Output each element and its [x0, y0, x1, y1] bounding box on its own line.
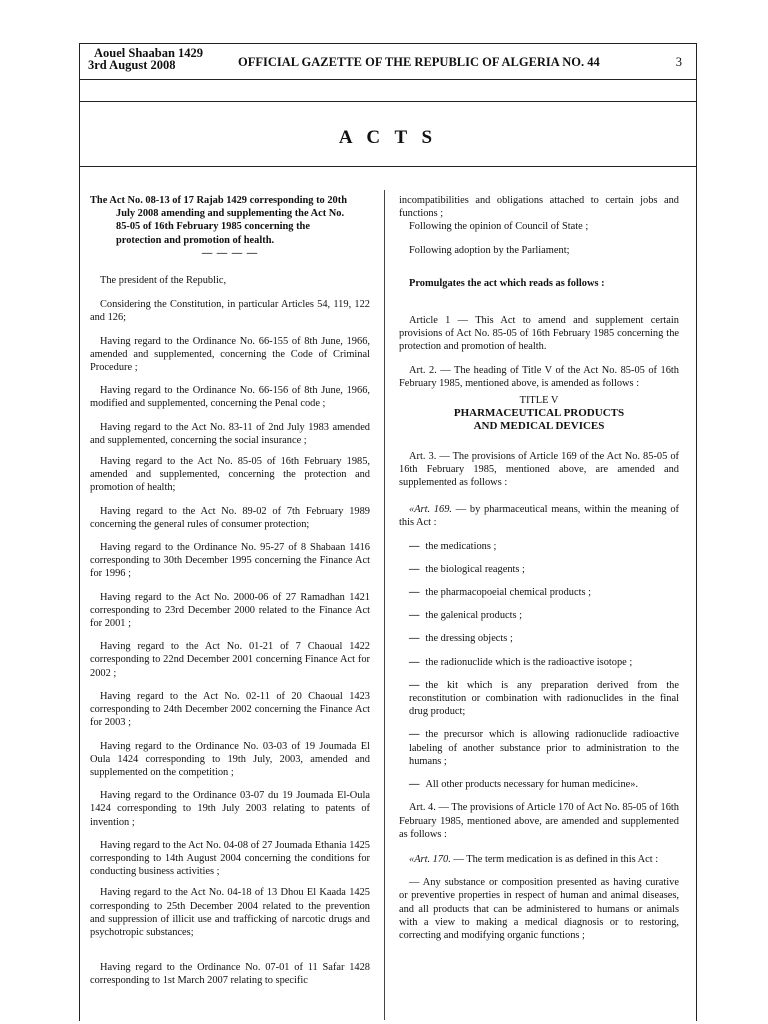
- gazette-header: [79, 43, 697, 80]
- list-item-text: the galenical products ;: [425, 610, 523, 622]
- paragraph: Having regard to the Ordinance No. 95-27 of 8 Shabaan 1416 corresponding to 30th December 1995 concerning the Finance Act for 1996 ;: [90, 542, 370, 580]
- dash-bullet: —: [409, 540, 420, 552]
- paragraph: Having regard to the Ordinance No. 66-155 of 8th June, 1966, amended and supplemented, concerning the Code of Criminal Procedure ;: [90, 335, 370, 374]
- paragraph: Having regard to the Act No. 83-11 of 2nd July 1983 amended and supplemented, concerning the social insurance ;: [90, 421, 370, 446]
- list-item: [409, 778, 679, 791]
- medication-definition: — Any substance or composition presented as having curative or preventive properties in respect of human and animal diseases, and all products that can be administered to humans or animals with a view to making a medical diagnosis or to restoring, correcting and modifying organic functions ;: [399, 877, 679, 941]
- paragraph: Following adoption by the Parliament;: [409, 244, 570, 256]
- list-item: [409, 679, 679, 719]
- paragraph: Having regard to the Act No. 2000-06 of 27 Ramadhan 1421 corresponding to 23rd December 2000 related to the Finance Act for 2001 ;: [90, 591, 370, 630]
- article-2: Art. 2. — The heading of Title V of the Act No. 85-05 of 16th February 1985, mentioned above, is amended as follows :: [399, 364, 679, 389]
- dash-bullet: —: [409, 587, 420, 599]
- list-item: [409, 728, 679, 768]
- paragraph: Having regard to the Act No. 89-02 of 7th February 1989 concerning the general rules of consumer protection;: [90, 505, 370, 530]
- act-lead-line: July 2008 amending and supplementing the Act No.: [116, 208, 345, 220]
- paragraph: Having regard to the Ordinance No. 07-01 of 11 Safar 1428 corresponding to 1st March 2007 relating to specific: [90, 962, 370, 987]
- paragraph: Having regard to the Ordinance No. 03-03 of 19 Joumada El Oula 1424 corresponding to 19th July, 2003, amended and supplemented on the competition ;: [90, 740, 370, 778]
- list-item-text: the pharmacopoeial chemical products ;: [425, 587, 591, 599]
- article-3: Art. 3. — The provisions of Article 169 of the Act No. 85-05 of 16th February 1985, mentioned above, are amended and supplemented as follows :: [399, 450, 679, 489]
- paragraph: incompatibilities and obligations attached to certain jobs and functions ;: [399, 195, 679, 220]
- paragraph: Having regard to the Ordinance No. 66-156 of 8th June, 1966, modified and supplemented, concerning the Penal code ;: [90, 385, 370, 410]
- header-date: [88, 47, 203, 71]
- act-lead-title: [90, 194, 370, 247]
- act-lead-line: protection and promotion of health.: [116, 234, 275, 246]
- paragraph: Having regard to the Act No. 02-11 of 20 Chaoual 1423 corresponding to 24th December 2002 concerning the Finance Act for 2003 ;: [90, 690, 370, 729]
- acts-section-box: [79, 101, 697, 167]
- right-column: [399, 194, 679, 942]
- list-item: [409, 586, 679, 599]
- article-170-text: — The term medication is as defined in this Act :: [453, 853, 659, 865]
- article-170-intro: [399, 853, 679, 866]
- dash-bullet: —: [409, 679, 420, 691]
- dash-bullet: —: [409, 610, 420, 622]
- paragraph: Having regard to the Act No. 04-18 of 13 Dhou El Kaada 1425 corresponding to 25th December 2004 related to the prevention and suppression of illicit use and trafficking of narcotic drugs and psychotropic substances;: [90, 887, 370, 938]
- act-lead-line: The Act No. 08-13 of 17 Rajab 1429 corresponding to 20th: [90, 195, 347, 206]
- paragraph: Having regard to the Ordinance 03-07 du 19 Joumada El-Oula 1424 corresponding to 19th July 2003 relating to patents of invention ;: [90, 790, 370, 828]
- list-item-text: All other products necessary for human medicine».: [425, 779, 639, 791]
- article-169-intro: [399, 503, 679, 529]
- title-v-name: PHARMACEUTICAL PRODUCTS: [453, 407, 625, 420]
- paragraph: The president of the Republic,: [100, 275, 227, 287]
- article-4: Art. 4. — The provisions of Article 170 of Act No. 85-05 of 16th February 1985, mentioned above, are amended and supplemented as follows :: [399, 802, 679, 840]
- list-item-text: the kit which is any preparation derived from the reconstitution or combination with radionuclides in the final drug product;: [409, 679, 679, 718]
- title-separator: — — — —: [201, 247, 259, 259]
- article-1: Article 1 — This Act to amend and supplement certain provisions of Act No. 85-05 of 16th February 1985 concerning the protection and promotion of health.: [399, 315, 679, 353]
- dash-bullet: —: [409, 779, 420, 791]
- list-item-text: the radionuclide which is the radioactive isotope ;: [425, 656, 633, 668]
- list-item: [409, 563, 679, 576]
- list-item: [409, 540, 679, 553]
- paragraph: Having regard to the Act No. 04-08 of 27 Joumada Ethania 1425 corresponding to 14th August 2004 concerning the conditions for conducting business activities ;: [90, 839, 370, 878]
- section-title: A C T S: [338, 127, 438, 148]
- act-lead-line: 85-05 of 16th February 1985 concerning the: [116, 221, 310, 233]
- header-date-gregorian: 3rd August 2008: [88, 58, 176, 72]
- list-item: [409, 609, 679, 622]
- article-169-label: «Art. 169.: [409, 504, 452, 516]
- article-170-label: «Art. 170.: [409, 853, 451, 865]
- list-item-text: the medications ;: [425, 540, 497, 552]
- promulgation-statement: Promulgates the act which reads as follows :: [409, 277, 605, 289]
- paragraph: Having regard to the Act No. 85-05 of 16th February 1985, amended and supplemented, concerning the protection and promotion of health;: [90, 456, 370, 494]
- list-item-text: the biological reagents ;: [425, 563, 525, 575]
- column-divider: [384, 190, 385, 1020]
- paragraph: Following the opinion of Council of State ;: [409, 221, 589, 233]
- dash-bullet: —: [409, 563, 420, 575]
- dash-bullet: —: [409, 656, 420, 668]
- paragraph: Considering the Constitution, in particular Articles 54, 119, 122 and 126;: [90, 299, 370, 324]
- list-item-text: the precursor which is allowing radionuclide radioactive labeling of another substance prior to administration to the humans ;: [409, 729, 679, 767]
- article-169-text: — by pharmaceutical means, within the meaning of this Act :: [399, 504, 679, 529]
- page-number: 3: [675, 55, 682, 69]
- list-item: [409, 656, 679, 669]
- paragraph: Having regard to the Act No. 01-21 of 7 Chaoual 1422 corresponding to 22nd December 2001 concerning Finance Act for 2002 ;: [90, 641, 370, 679]
- header-title: OFFICIAL GAZETTE OF THE REPUBLIC OF ALGERIA NO. 44: [238, 55, 600, 69]
- dash-bullet: —: [409, 633, 420, 645]
- header-date-hijri: Aouel Shaaban 1429: [94, 46, 204, 60]
- title-v-name: AND MEDICAL DEVICES: [473, 420, 605, 433]
- dash-bullet: —: [409, 729, 420, 741]
- list-item-text: the dressing objects ;: [425, 633, 513, 645]
- pharmaceutical-means-list: [399, 540, 679, 792]
- left-column: [90, 194, 370, 988]
- list-item: [409, 632, 679, 645]
- title-v-heading: TITLE V: [519, 395, 559, 407]
